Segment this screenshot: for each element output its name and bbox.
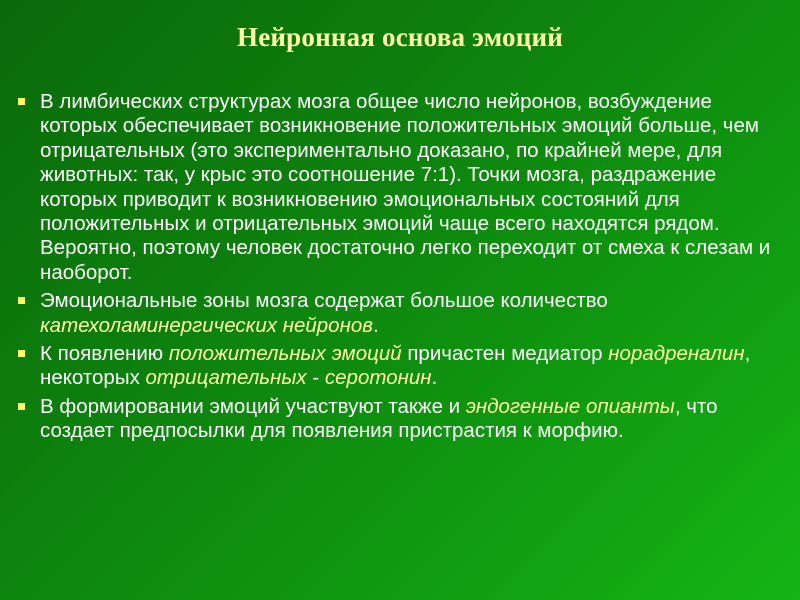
bullet-emphasis-text: серотонин [324, 366, 432, 390]
bullet-text: . [431, 366, 438, 390]
bullet-emphasis-text: положительных эмоций [168, 342, 402, 366]
bullet-text: . [372, 313, 379, 337]
bullet-square-icon [18, 98, 25, 105]
bullet-square-icon [18, 297, 25, 304]
slide-title: Нейронная основа эмоций [237, 22, 563, 52]
bullet-emphasis-text: отрицательных [145, 366, 307, 390]
bullet-square-icon [18, 403, 25, 410]
bullet-item [18, 90, 788, 285]
bullet-text: К появлению [40, 342, 169, 366]
bullet-item [18, 289, 788, 338]
bullet-text: Эмоциональные зоны мозга содержат большое количество [40, 289, 608, 313]
bullet-item [18, 342, 788, 391]
bullet-text: В формировании эмоций участвуют также и [40, 394, 466, 418]
slide-content [18, 90, 788, 448]
bullet-emphasis-text: норадреналин [608, 342, 745, 366]
bullet-text: , некоторых [40, 342, 751, 390]
bullet-text: , что создает предпосылки для появления пристрастия к морфию. [40, 394, 718, 443]
bullet-emphasis-text: эндогенные опианты [465, 394, 675, 418]
bullet-text: причастен медиатор [401, 342, 609, 366]
bullet-square-icon [18, 350, 25, 357]
bullet-text: - [306, 366, 325, 390]
bullet-item [18, 395, 788, 444]
bullet-text: В лимбических структурах мозга общее число нейронов, возбуждение которых обеспечивает возникновение положительных эмоций больше, чем отрицательных (это экспериментально доказано, по крайней мере, для животных: так, у крыс это соотношение 7:1). Точки мозга, раздражение которых приводит к возникновению эмоциональных состояний для положительных и отрицательных эмоций чаще всего находятся рядом. Вероятно, поэтому человек достаточно легко переходит от смеха к слезам и наоборот. [40, 90, 771, 284]
bullet-list [18, 90, 788, 444]
bullet-emphasis-text: катехоламинергических нейронов [40, 313, 373, 337]
